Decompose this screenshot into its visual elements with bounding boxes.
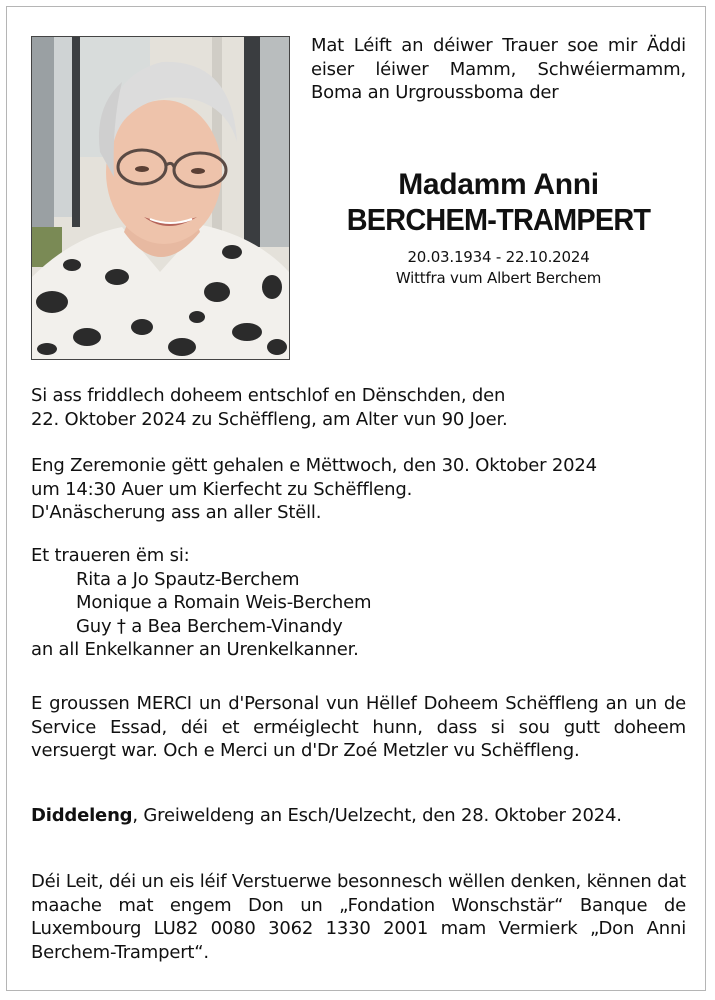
place-date-rest: , Greiweldeng an Esch/Uelzecht, den 28. Oktober 2024.: [132, 805, 622, 826]
portrait-photo: [31, 36, 290, 360]
intro-text: Mat Léift an déiwer Trauer soe mir Äddi eiser léiwer Mamm, Schwéiermamm, Boma an Urgroussboma der: [311, 35, 686, 103]
mourner-name: Rita a Jo Spautz-Berchem: [76, 568, 300, 590]
place-date: [31, 804, 686, 828]
death-notice-line: Si ass friddlech doheem entschlof en Dënschden, den: [31, 385, 506, 406]
mourners-intro: Et traueren ëm si:: [31, 545, 190, 566]
mourners-list: [31, 544, 371, 662]
name-line-1: Madamm Anni: [398, 168, 599, 201]
ceremony-line: Eng Zeremonie gëtt gehalen e Mëttwoch, den 30. Oktober 2024: [31, 455, 597, 476]
ceremony-line: um 14:30 Auer um Kierfecht zu Schëffleng.: [31, 478, 413, 500]
donation-paragraph: Déi Leit, déi un eis léif Verstuerwe besonnesch wëllen denken, kënnen dat maache mat engem Don un „Fondation Wonschstär“ Banque de Luxembourg LU82 0080 3062 1330 2001 mam Vermierk „Don Anni Berchem-Trampert“.: [31, 871, 686, 963]
life-dates: 20.03.1934 - 22.10.2024: [407, 248, 590, 266]
thanks-paragraph: E groussen MERCI un d'Personal vun Hëllef Doheem Schëffleng an un de Service Essad, déi et erméiglecht hunn, dass si sou gutt doheem versuergt war. Och e Merci un d'Dr Zoé Metzler vu Schëffleng.: [31, 693, 686, 761]
death-notice: [31, 384, 508, 431]
ceremony-notice: [31, 454, 597, 525]
dates-block: [300, 247, 697, 289]
name-line-2: BERCHEM-TRAMPERT: [346, 202, 651, 237]
portrait-image: [32, 37, 289, 359]
widow-note: Wittfra vum Albert Berchem: [395, 269, 602, 287]
mourner-name: Monique a Romain Weis-Berchem: [76, 592, 372, 613]
mourner-name: Guy † a Bea Berchem-Vinandy: [76, 615, 343, 637]
deceased-name: [300, 168, 697, 238]
ceremony-line: D'Anäscherung ass an aller Stëll.: [31, 502, 322, 523]
death-notice-line: 22. Oktober 2024 zu Schëffleng, am Alter vun 90 Joer.: [31, 408, 508, 430]
mourners-closing: an all Enkelkanner an Urenkelkanner.: [31, 639, 359, 660]
place-city: Diddeleng: [31, 805, 133, 826]
